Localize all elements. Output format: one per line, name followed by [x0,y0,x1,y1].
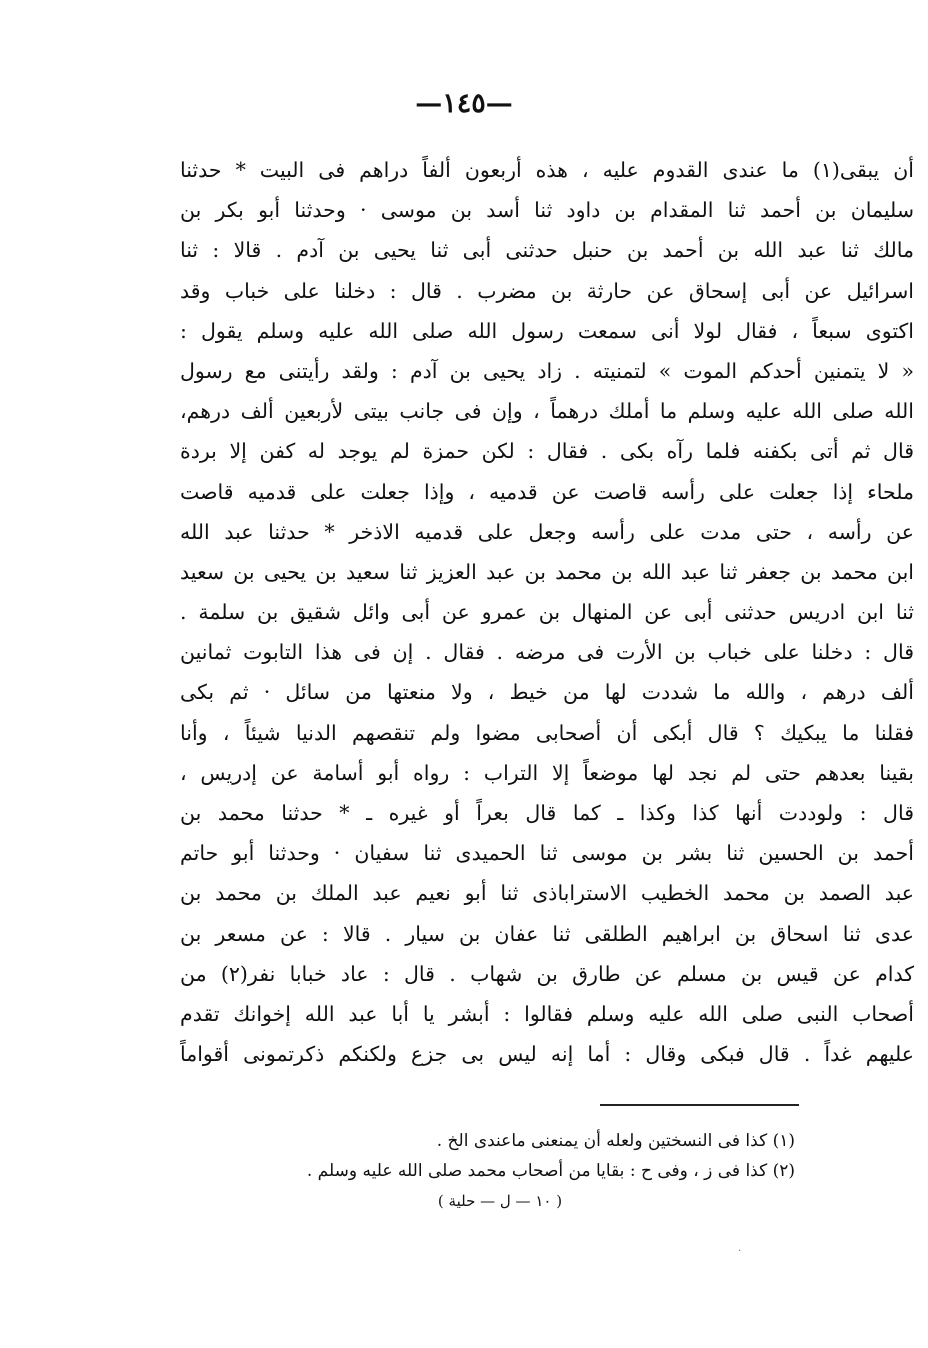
text-line: مالك ثنا عبد الله بن أحمد بن حنبل حدثنى أبى ثنا يحيى بن آدم . قالا : ثنا [180,238,914,263]
text-line: اسرائيل عن أبى إسحاق عن حارثة بن مضرب . قال : دخلنا على خباب وقد [180,278,914,303]
footnotes-block [180,1126,795,1186]
text-line: ألف درهم ، والله ما شددت لها من خيط ، ولا منعتها من سائل · ثم بكى [180,680,914,705]
text-line: قال ثم أتى بكفنه فلما رآه بكى . فقال : لكن حمزة لم يوجد له كفن إلا بردة [180,439,914,464]
text-line: ثنا ابن ادريس حدثنى أبى عن المنهال بن عمرو عن أبى وائل شقيق بن سلمة . [180,600,914,625]
footnote-2: (٢) كذا فى ز ، وفى ح : بقايا من أصحاب محمد صلى الله عليه وسلم . [306,1161,795,1181]
text-line: ملحاء إذا جعلت على رأسه قاصت عن قدميه ، وإذا جعلت على قدميه قاصت [180,479,914,504]
text-line: أن يبقى(١) ما عندى القدوم عليه ، هذه أربعون ألفاً دراهم فى البيت * حدثنا [180,158,914,182]
text-line: الله صلى الله عليه وسلم ما أملك درهماً ، وإن فى جانب بيتى لأربعين ألف درهم، [180,399,914,424]
text-line: أحمد بن الحسين ثنا بشر بن موسى ثنا الحميدى ثنا سفيان · وحدثنا أبو حاتم [180,841,914,866]
text-line: اكتوى سبعاً ، فقال لولا أنى سمعت رسول الله صلى الله عليه وسلم يقول : [180,318,914,343]
text-line: قال : دخلنا على خباب بن الأرت فى مرضه . فقال . إن فى هذا التابوت ثمانين [180,640,914,665]
printer-signature-mark: ( ١٠ — ل — حلية ) [437,1192,563,1210]
scan-speck: · [738,1246,742,1257]
text-line: عليهم غداً . قال فبكى وقال : أما إنه ليس بى جزع ولكنكم ذكرتمونى أقواماً [180,1042,914,1067]
text-line: فقلنا ما يبكيك ؟ قال أبكى أن أصحابى مضوا ولم تنقصهم الدنيا شيئاً ، وأنا [180,720,914,745]
text-line: عن رأسه ، حتى مدت على رأسه وجعل على قدميه الاذخر * حدثنا عبد الله [180,519,914,544]
text-line: بقينا بعدهم حتى لم نجد لها موضعاً إلا التراب : رواه أبو أسامة عن إدريس ، [180,760,914,785]
text-line: كدام عن قيس بن مسلم عن طارق بن شهاب . قال : عاد خبابا نفر(٢) من [180,961,914,986]
footnote-1: (١) كذا فى النسختين ولعله أن يمنعنى ماعندى الخ . [436,1131,795,1151]
text-line: « لا يتمنين أحدكم الموت » لتمنيته . زاد يحيى بن آدم : ولقد رأيتنى مع رسول [180,358,914,383]
page-number: —١٤٥— [415,88,513,119]
text-line: سليمان بن أحمد ثنا المقدام بن داود ثنا أسد بن موسى · وحدثنا أبو بكر بن [180,198,914,223]
text-line: ابن محمد بن جعفر ثنا عبد الله بن محمد بن عبد العزيز ثنا سعيد بن يحيى بن سعيد [180,559,914,584]
main-text-block [180,150,914,1074]
text-line: عبد الصمد بن محمد الخطيب الاستراباذى ثنا أبو نعيم عبد الملك بن محمد بن [180,881,914,906]
text-line: عدى ثنا اسحاق بن ابراهيم الطلقى ثنا عفان بن سيار . قالا : عن مسعر بن [180,921,914,946]
text-line: أصحاب النبى صلى الله عليه وسلم فقالوا : أبشر يا أبا عبد الله إخوانك تقدم [180,1001,914,1026]
text-line: قال : ولوددت أنها كذا وكذا ـ كما قال بعراً أو غيره ـ * حدثنا محمد بن [180,801,914,825]
footnote-separator [600,1104,799,1106]
